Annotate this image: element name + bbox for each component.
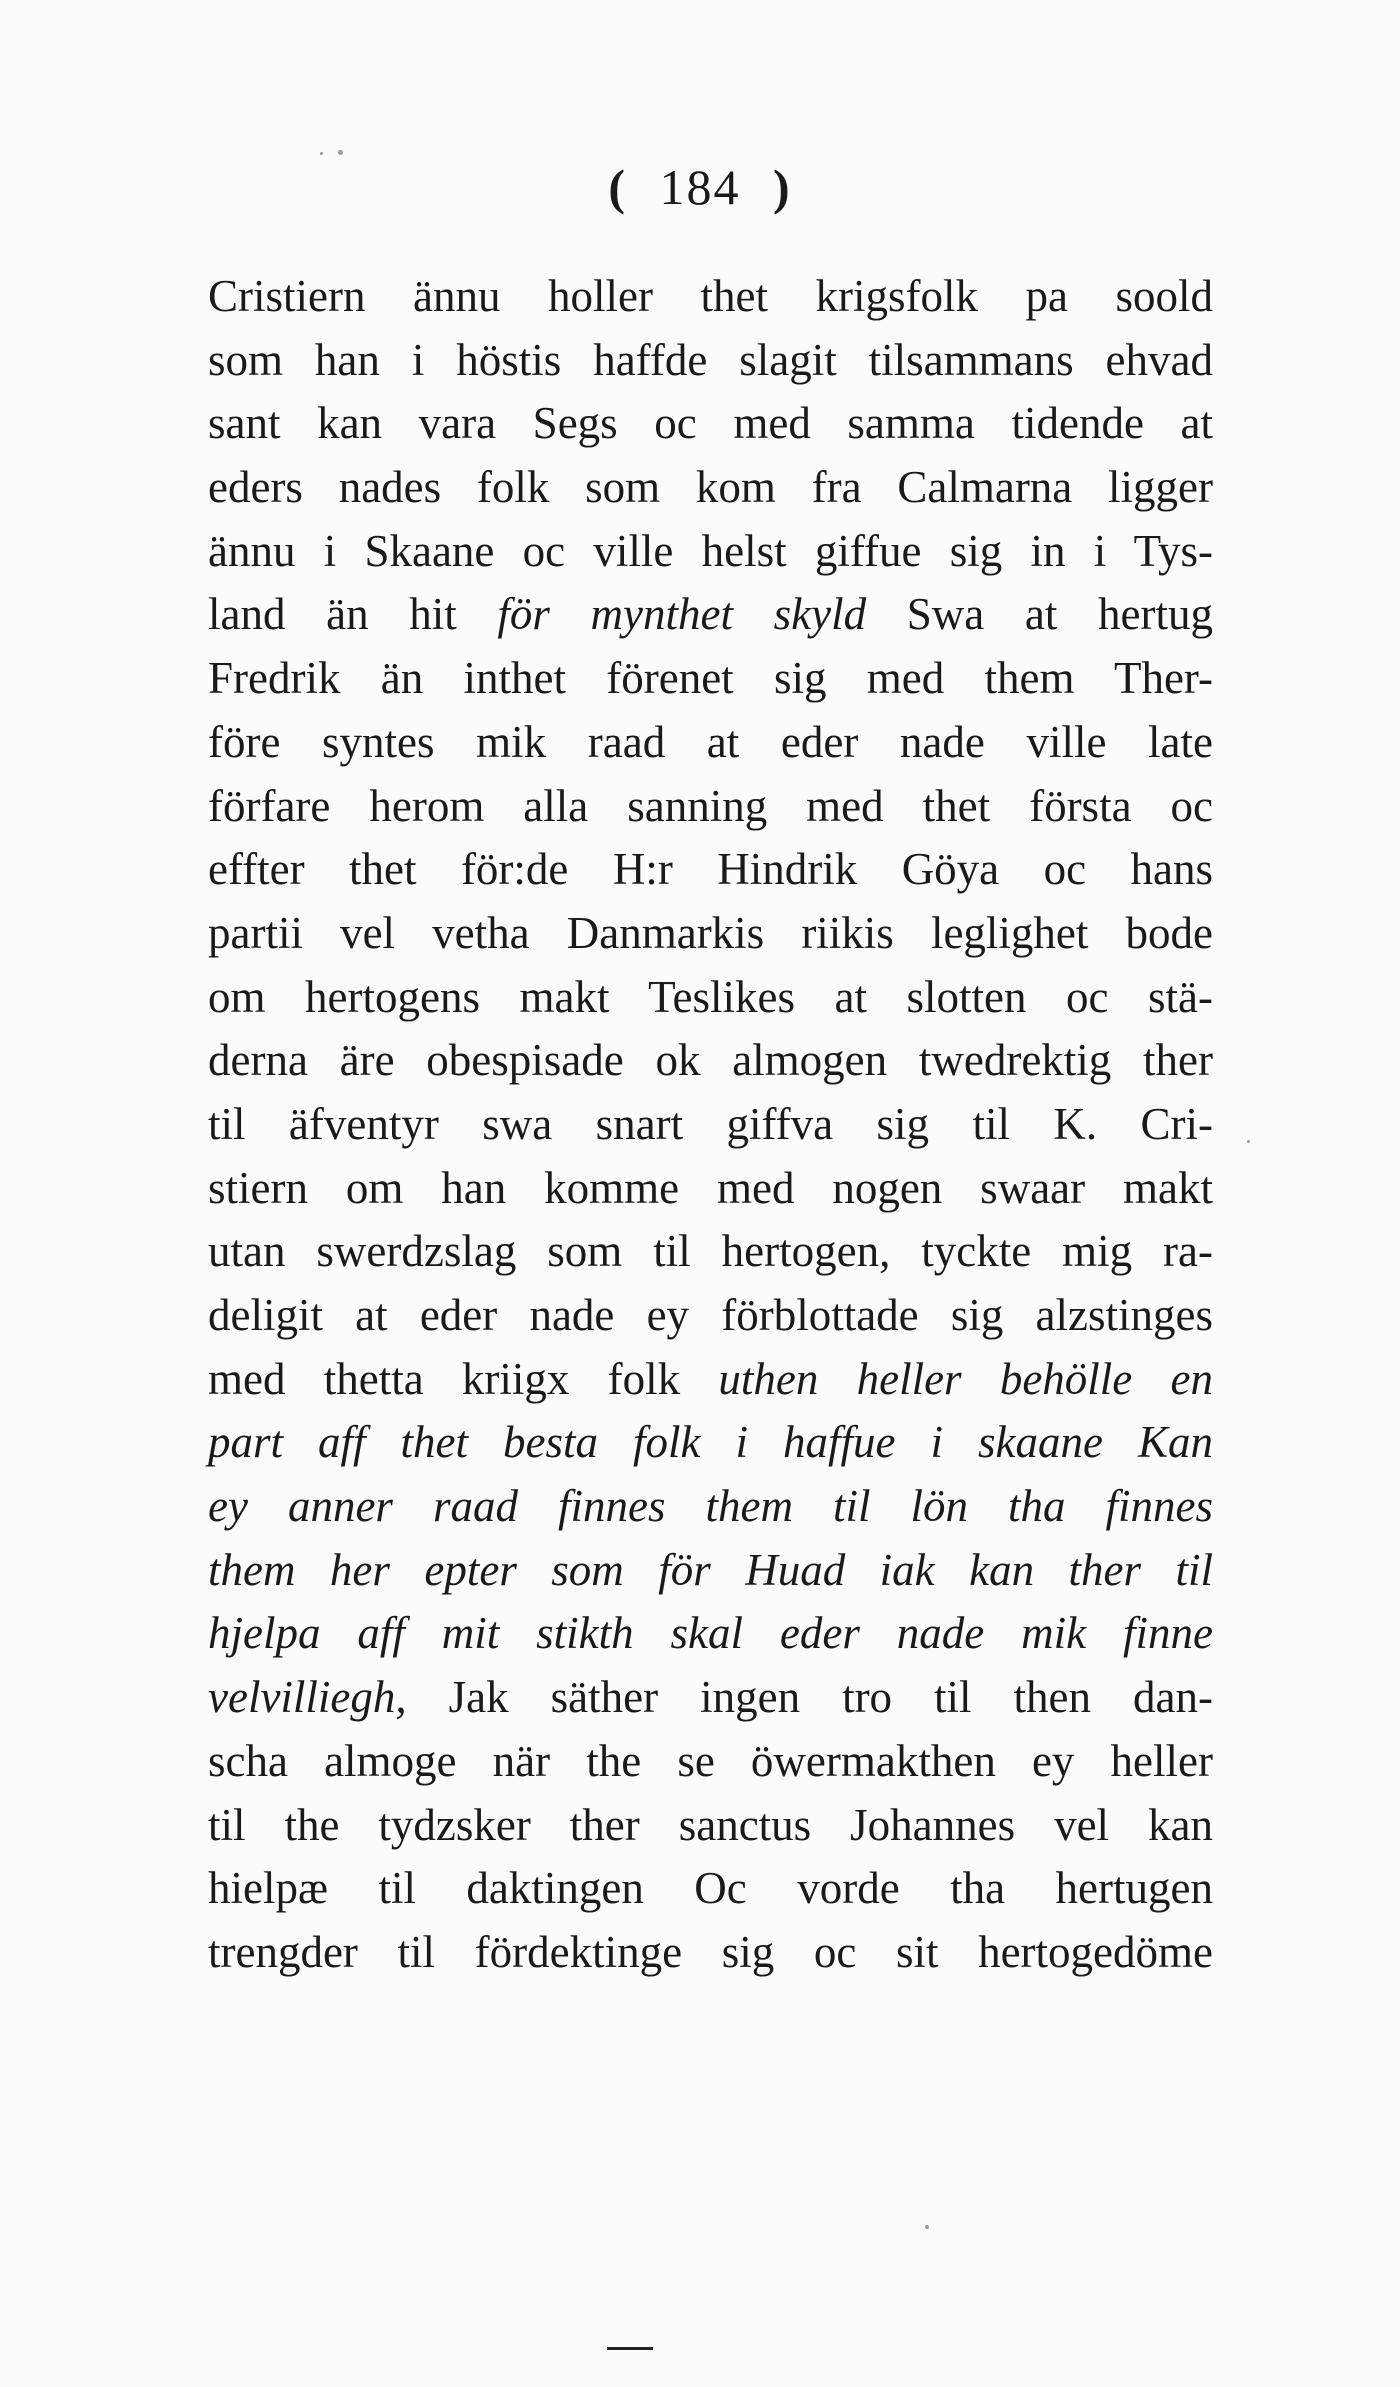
text-line xyxy=(208,520,1213,584)
text-segment: Fredrik än inthet förenet sig med them Ther- xyxy=(208,653,1213,704)
text-segment: deligit at eder nade ey förblottade sig alzstinges xyxy=(208,1290,1213,1340)
text-line xyxy=(208,711,1213,775)
text-line xyxy=(208,1475,1213,1539)
italic-text-segment: velvilliegh, xyxy=(208,1672,407,1723)
text-line xyxy=(208,1284,1213,1348)
text-line xyxy=(208,838,1213,902)
text-segment: om hertogens makt Teslikes at slotten oc stä- xyxy=(208,971,1213,1022)
header-open-paren: ( xyxy=(608,159,627,215)
text-line xyxy=(208,392,1213,456)
text-line xyxy=(208,456,1213,520)
italic-text-segment: ey anner raad finnes them til lön tha finnes xyxy=(208,1481,1213,1532)
paper-speck xyxy=(320,152,323,155)
text-segment: partii vel vetha Danmarkis riikis leglighet bode xyxy=(208,907,1213,958)
page-number: 184 xyxy=(659,159,741,215)
text-line xyxy=(208,1857,1213,1921)
text-segment: eders nades folk som kom fra Calmarna ligger xyxy=(208,462,1213,513)
text-segment: Swa at hertug xyxy=(866,589,1213,640)
italic-text-segment: them her epter som för Huad iak kan ther til xyxy=(208,1544,1213,1595)
text-segment: effter thet för:de H:r Hindrik Göya oc hans xyxy=(208,844,1213,895)
text-segment: til the tydzsker ther sanctus Johannes vel kan xyxy=(208,1799,1213,1850)
text-line xyxy=(208,1602,1213,1666)
text-segment: ännu i Skaane oc ville helst giffue sig in i Tys- xyxy=(208,525,1213,576)
text-segment: til äfventyr swa snart giffva sig til K. Cri- xyxy=(208,1098,1213,1149)
text-line xyxy=(208,1093,1213,1157)
text-line xyxy=(208,1921,1213,1985)
text-line xyxy=(208,1539,1213,1603)
text-segment: med thetta kriigx folk xyxy=(208,1353,719,1404)
text-segment: derna äre obespisade ok almogen twedrektig ther xyxy=(208,1035,1213,1086)
text-segment: sant kan vara Segs oc med samma tidende at xyxy=(208,398,1213,449)
text-line xyxy=(208,329,1213,393)
text-segment: hielpæ til daktingen Oc vorde tha hertugen xyxy=(208,1863,1213,1914)
text-line xyxy=(208,1411,1213,1475)
text-segment: Cristiern ännu holler thet krigsfolk pa soold xyxy=(208,271,1213,321)
text-line xyxy=(208,583,1213,647)
text-line xyxy=(208,902,1213,966)
text-segment: land än hit xyxy=(208,589,498,640)
text-line xyxy=(208,1794,1213,1858)
text-line xyxy=(208,775,1213,839)
text-line xyxy=(208,265,1213,329)
italic-text-segment: uthen heller behölle en xyxy=(718,1353,1213,1404)
text-line xyxy=(208,1730,1213,1794)
text-line xyxy=(208,1029,1213,1093)
body-text xyxy=(208,265,1213,1985)
text-line xyxy=(208,647,1213,711)
footer-rule xyxy=(607,2347,653,2350)
italic-text-segment: part aff thet besta folk i haffue i skaane Kan xyxy=(208,1417,1213,1468)
text-segment: stiern om han komme med nogen swaar makt xyxy=(208,1162,1213,1213)
text-segment: utan swerdzslag som til hertogen, tyckte mig ra- xyxy=(208,1226,1213,1277)
text-line xyxy=(208,1220,1213,1284)
header-close-paren: ) xyxy=(773,159,792,215)
text-segment: trengder til fördektinge sig oc sit hertogedöme xyxy=(208,1926,1213,1977)
text-segment: förfare herom alla sanning med thet första oc xyxy=(208,780,1213,831)
text-line xyxy=(208,1666,1213,1730)
text-segment: scha almoge när the se öwermakthen ey heller xyxy=(208,1735,1213,1786)
text-segment: Jak säther ingen tro til then dan- xyxy=(406,1672,1213,1723)
text-line xyxy=(208,1348,1213,1412)
italic-text-segment: hjelpa aff mit stikth skal eder nade mik finne xyxy=(208,1608,1213,1659)
paper-speck xyxy=(338,150,343,155)
text-segment: som han i höstis haffde slagit tilsammans ehvad xyxy=(208,334,1213,385)
text-segment: före syntes mik raad at eder nade ville late xyxy=(208,716,1213,767)
text-line xyxy=(208,1157,1213,1221)
text-line xyxy=(208,966,1213,1030)
page-header xyxy=(0,159,1400,215)
italic-text-segment: för mynthet skyld xyxy=(497,589,867,640)
paper-speck xyxy=(925,2225,929,2229)
paper-speck xyxy=(1247,1140,1250,1143)
